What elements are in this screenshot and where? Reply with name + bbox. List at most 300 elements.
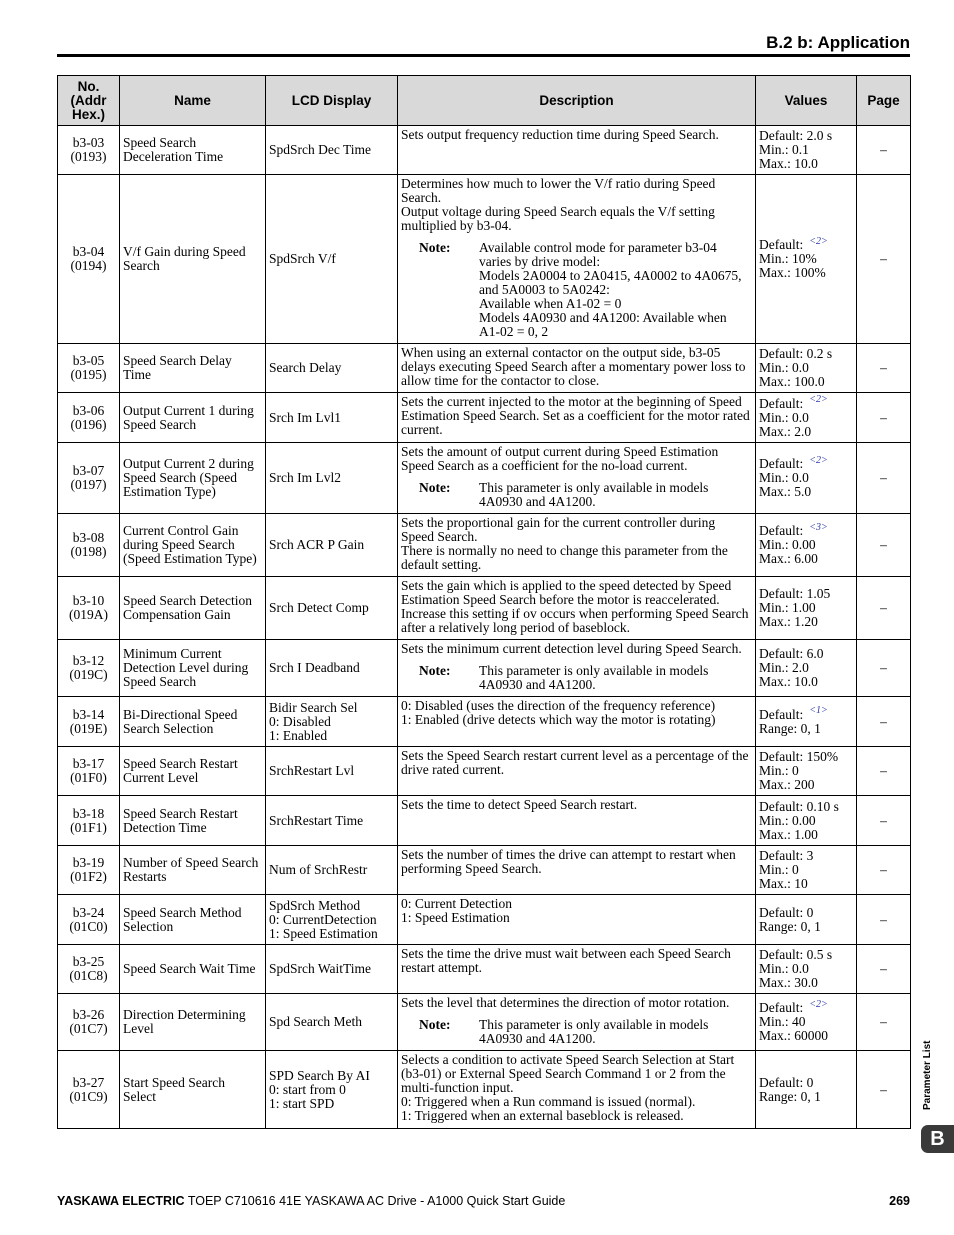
lcd-display-line: SpdSrch Method: [269, 897, 361, 913]
value-text: Min.: 0.0: [759, 409, 809, 425]
values-cell: [756, 577, 857, 640]
description-line: drive rated current.: [401, 762, 505, 777]
note-text: [479, 664, 752, 692]
description-cell: [398, 1051, 756, 1129]
side-tab-label: Parameter List: [922, 1040, 933, 1110]
description-cell: [398, 514, 756, 577]
table-row: [58, 697, 911, 747]
value-line: [759, 948, 853, 962]
lcd-display-cell: [266, 393, 398, 443]
value-text: Min.: 0.0: [759, 470, 809, 485]
value-text: Default: 0: [759, 1074, 814, 1090]
description-line: (b3-01) or External Speed Search Command 1 or 2 from the: [401, 1066, 726, 1081]
value-text: Default: 0.2 s: [759, 346, 833, 361]
description-line: Sets the time the drive must wait between each Speed Search: [401, 946, 731, 961]
description-cell: [398, 895, 756, 945]
side-tab-letter: B: [921, 1125, 954, 1153]
lcd-display-line: 0: Disabled: [269, 713, 331, 729]
param-number-cell: [58, 895, 120, 945]
page-cell: –: [857, 747, 911, 796]
lcd-display-line: SpdSrch V/f: [269, 251, 336, 266]
lcd-display-line: Bidir Search Sel: [269, 699, 358, 715]
column-header: Values: [756, 76, 857, 126]
table-row: [58, 393, 911, 443]
description-line: default setting.: [401, 557, 482, 572]
footer-left: [57, 1194, 565, 1208]
description-line: Sets the number of times the drive can attempt to restart when: [401, 847, 736, 862]
param-name-line: Speed Search Restart: [123, 756, 238, 771]
param-number-cell: [58, 577, 120, 640]
param-name-line: Estimation Type): [123, 484, 216, 499]
param-name-line: Speed Search: [123, 674, 197, 689]
lcd-display-line: Srch Detect Comp: [269, 600, 369, 615]
param-name-line: Search Selection: [123, 720, 214, 736]
value-line: [759, 615, 853, 629]
note-line: varies by drive model:: [479, 254, 601, 269]
description-line: Sets the gain which is applied to the speed detected by Speed: [401, 578, 732, 593]
top-rule: [57, 54, 910, 57]
page-cell: –: [857, 640, 911, 697]
value-text: Min.: 0.0: [759, 961, 809, 976]
value-line: [759, 998, 853, 1015]
note-label: Note:: [419, 240, 451, 255]
value-line: [759, 661, 853, 675]
description-line: Sets the amount of output current during Speed Estimation: [401, 444, 719, 459]
param-name-line: Speed Search Delay: [123, 353, 232, 368]
param-name-cell: [120, 175, 266, 344]
lcd-display-cell: [266, 1051, 398, 1129]
values-cell: [756, 640, 857, 697]
note-label: Note:: [419, 1017, 451, 1032]
description-cell: [398, 344, 756, 393]
value-text: Range: 0, 1: [759, 1088, 821, 1104]
param-number: b3-18: [72, 805, 105, 821]
description-line: Speed Search.: [401, 529, 478, 544]
param-address: (0198): [70, 544, 107, 559]
param-name-cell: [120, 640, 266, 697]
value-line: [759, 764, 853, 778]
lcd-display-line: SPD Search By AI: [269, 1067, 370, 1083]
description-cell: [398, 393, 756, 443]
value-line: [759, 252, 853, 266]
description-line: Sets the Speed Search restart current level as a percentage of the: [401, 748, 749, 763]
param-name-cell: [120, 796, 266, 846]
description-line: Estimation Speed Search. Set as a coefficient for the motor rated: [401, 408, 750, 423]
param-name-cell: [120, 344, 266, 393]
column-header: Page: [857, 76, 911, 126]
lcd-display-line: 0: CurrentDetection: [269, 911, 377, 927]
param-number-cell: [58, 393, 120, 443]
param-name-cell: [120, 895, 266, 945]
value-line: [759, 750, 853, 764]
param-address: (0196): [70, 416, 107, 432]
values-cell: [756, 895, 857, 945]
value-line: [759, 143, 853, 157]
table-row: [58, 846, 911, 895]
description-line: allow time for the contactor to close.: [401, 373, 600, 388]
value-line: [759, 828, 853, 842]
lcd-display-line: 1: Speed Estimation: [269, 925, 378, 941]
value-line: [759, 778, 853, 792]
param-address: (01C8): [69, 968, 108, 983]
param-number-cell: [58, 697, 120, 747]
param-name-cell: [120, 126, 266, 175]
param-number: b3-04: [72, 244, 105, 259]
value-line: [759, 157, 853, 171]
column-header: Name: [120, 76, 266, 126]
value-line: [759, 471, 853, 485]
param-address: (01F2): [70, 869, 107, 884]
param-name-line: Speed Search Detection: [123, 593, 252, 608]
table-row: [58, 577, 911, 640]
value-line: [759, 800, 853, 814]
value-text: Default:: [759, 1000, 804, 1015]
page-cell: –: [857, 175, 911, 344]
param-name-line: Speed Search Method: [123, 904, 242, 920]
param-name-line: Detection Level during: [123, 660, 249, 675]
value-line: [759, 552, 853, 566]
param-address: (019A): [69, 607, 108, 622]
lcd-display-line: SpdSrch Dec Time: [269, 142, 372, 157]
value-text: Range: 0, 1: [759, 720, 821, 736]
param-name-cell: [120, 747, 266, 796]
param-number-cell: [58, 1051, 120, 1129]
param-name-line: Restarts: [123, 869, 167, 884]
values-cell: [756, 945, 857, 994]
description-line: 0: Disabled (uses the direction of the frequency reference): [401, 698, 716, 713]
note-line: This parameter is only available in models: [479, 663, 709, 678]
description-line: Estimation Speed Search before the motor is reaccelerated.: [401, 592, 720, 607]
value-text: Default: 0: [759, 904, 814, 920]
value-line: [759, 587, 853, 601]
value-text: Default: 6.0: [759, 646, 824, 661]
description-line: Determines how much to lower the V/f ratio during Speed: [401, 176, 716, 191]
param-address: (0193): [70, 149, 107, 164]
param-name-line: Output Current 1 during: [123, 402, 254, 418]
value-line: [759, 266, 853, 280]
note-text: [479, 481, 752, 509]
table-row: [58, 796, 911, 846]
description-cell: [398, 126, 756, 175]
note-block: [401, 241, 752, 339]
value-text: Default: 3: [759, 848, 814, 863]
values-cell: [756, 747, 857, 796]
description-line: performing Speed Search.: [401, 861, 542, 876]
param-name-line: Current Level: [123, 770, 199, 785]
param-name-line: Minimum Current: [123, 646, 222, 661]
description-cell: [398, 697, 756, 747]
value-line: [759, 1090, 853, 1104]
description-line: 0: Current Detection: [401, 896, 512, 911]
values-cell: [756, 1051, 857, 1129]
description-cell: [398, 175, 756, 344]
value-text: Max.: 2.0: [759, 423, 812, 439]
param-number-cell: [58, 514, 120, 577]
lcd-display-cell: [266, 945, 398, 994]
param-name-line: Level: [123, 1021, 154, 1036]
param-name-line: Speed Search: [123, 135, 197, 150]
param-address: (01C9): [69, 1088, 108, 1104]
param-number-cell: [58, 126, 120, 175]
param-name-cell: [120, 1051, 266, 1129]
value-line: [759, 705, 853, 722]
value-text: Min.: 40: [759, 1014, 806, 1029]
description-cell: [398, 945, 756, 994]
value-line: [759, 235, 853, 252]
page-cell: –: [857, 994, 911, 1051]
description-line: Search.: [401, 190, 442, 205]
column-header: No. (Addr Hex.): [58, 76, 120, 126]
value-line: [759, 1076, 853, 1090]
values-cell: [756, 514, 857, 577]
param-address: (0197): [70, 477, 107, 492]
param-name-line: Search: [123, 258, 160, 273]
value-line: [759, 906, 853, 920]
page-cell: –: [857, 1051, 911, 1129]
table-header-row: [58, 76, 911, 126]
description-line: Sets the time to detect Speed Search restart.: [401, 797, 638, 812]
param-name-line: Time: [123, 367, 152, 382]
description-cell: [398, 994, 756, 1051]
page-cell: –: [857, 577, 911, 640]
description-line: 1: Speed Estimation: [401, 910, 510, 925]
value-text: Default: 0.10 s: [759, 798, 839, 814]
values-cell: [756, 846, 857, 895]
page-cell: –: [857, 697, 911, 747]
value-line: [759, 962, 853, 976]
value-line: [759, 647, 853, 661]
table-body: [58, 126, 911, 1129]
value-text: Max.: 200: [759, 777, 815, 792]
param-name-line: Select: [123, 1088, 156, 1104]
lcd-display-line: SrchRestart Lvl: [269, 763, 355, 778]
value-line: [759, 375, 853, 389]
value-text: Default: 1.05: [759, 586, 831, 601]
page-cell: –: [857, 126, 911, 175]
description-line: Output voltage during Speed Search equals the V/f setting: [401, 204, 715, 219]
reference-marker: <2>: [809, 454, 828, 466]
note-line: This parameter is only available in models: [479, 1017, 709, 1032]
value-text: Default: 0.5 s: [759, 947, 833, 962]
note-line: Available control mode for parameter b3-04: [479, 240, 717, 255]
param-name-line: Start Speed Search: [123, 1074, 225, 1090]
value-line: [759, 1015, 853, 1029]
description-line: 0: Triggered when a Run command is issued (normal).: [401, 1094, 696, 1109]
description-line: Sets the level that determines the direction of motor rotation.: [401, 995, 730, 1010]
param-name-line: Speed Search: [123, 416, 197, 432]
lcd-display-line: Srch ACR P Gain: [269, 537, 365, 552]
value-text: Max.: 10.0: [759, 156, 818, 171]
param-name-line: Detection Time: [123, 819, 207, 835]
lcd-display-line: 1: Enabled: [269, 727, 328, 743]
note-line: and 5A0003 to 5A0242:: [479, 282, 610, 297]
lcd-display-cell: [266, 443, 398, 514]
description-cell: [398, 796, 756, 846]
param-number: b3-08: [72, 530, 105, 545]
value-text: Default:: [759, 706, 804, 722]
page-cell: –: [857, 443, 911, 514]
value-line: [759, 361, 853, 375]
lcd-display-cell: [266, 747, 398, 796]
section-title: B.2 b: Application: [766, 33, 910, 52]
table-row: [58, 895, 911, 945]
note-block: [401, 1018, 752, 1046]
table-row: [58, 514, 911, 577]
param-address: (01F0): [70, 770, 107, 785]
value-line: [759, 849, 853, 863]
value-line: [759, 394, 853, 411]
lcd-display-cell: [266, 514, 398, 577]
param-number: b3-14: [72, 706, 105, 722]
param-name-cell: [120, 846, 266, 895]
param-name-cell: [120, 994, 266, 1051]
param-number: b3-17: [72, 756, 105, 771]
param-address: (01C0): [69, 918, 108, 934]
param-number: b3-12: [72, 653, 105, 668]
lcd-display-line: Search Delay: [269, 360, 342, 375]
param-number-cell: [58, 640, 120, 697]
lcd-display-line: Spd Search Meth: [269, 1014, 362, 1029]
param-name-line: Direction Determining: [123, 1007, 246, 1022]
param-number: b3-07: [72, 463, 105, 478]
value-text: Max.: 10.0: [759, 674, 818, 689]
page-cell: –: [857, 393, 911, 443]
value-line: [759, 920, 853, 934]
param-name-line: Selection: [123, 918, 174, 934]
param-number: b3-19: [72, 855, 105, 870]
table-row: [58, 126, 911, 175]
param-number: b3-05: [72, 353, 105, 368]
value-line: [759, 601, 853, 615]
table-row: [58, 994, 911, 1051]
lcd-display-cell: [266, 344, 398, 393]
param-name-cell: [120, 697, 266, 747]
description-line: When using an external contactor on the output side, b3-05: [401, 345, 721, 360]
value-text: Min.: 0.0: [759, 360, 809, 375]
table-row: [58, 344, 911, 393]
description-cell: [398, 747, 756, 796]
param-name-cell: [120, 577, 266, 640]
table-row: [58, 1051, 911, 1129]
values-cell: [756, 175, 857, 344]
reference-marker: <3>: [809, 521, 828, 533]
description-line: There is normally no need to change this parameter from the: [401, 543, 728, 558]
description-line: after a relatively long period of baseblock.: [401, 620, 631, 635]
param-number-cell: [58, 994, 120, 1051]
lcd-display-cell: [266, 175, 398, 344]
value-line: [759, 454, 853, 471]
param-name-line: Speed Search Restart: [123, 805, 238, 821]
table-row: [58, 443, 911, 514]
value-text: Min.: 0.00: [759, 537, 816, 552]
description-line: Sets output frequency reduction time during Speed Search.: [401, 127, 719, 142]
page-cell: –: [857, 344, 911, 393]
note-block: [401, 664, 752, 692]
param-name-line: (Speed Estimation Type): [123, 551, 257, 566]
reference-marker: <2>: [809, 998, 828, 1010]
value-text: Min.: 10%: [759, 251, 817, 266]
value-text: Max.: 1.20: [759, 614, 818, 629]
description-line: current.: [401, 422, 443, 437]
description-line: Sets the minimum current detection level during Speed Search.: [401, 641, 742, 656]
lcd-display-line: 0: start from 0: [269, 1081, 346, 1097]
value-line: [759, 347, 853, 361]
value-text: Min.: 0.1: [759, 142, 809, 157]
reference-marker: <1>: [809, 705, 828, 716]
description-line: delays executing Speed Search after a momentary power loss to: [401, 359, 746, 374]
table-row: [58, 640, 911, 697]
table-row: [58, 747, 911, 796]
note-line: 4A0930 and 4A1200.: [479, 1031, 596, 1046]
param-number-cell: [58, 344, 120, 393]
footer-doc: TOEP C710616 41E YASKAWA AC Drive - A1000 Quick Start Guide: [184, 1194, 566, 1208]
values-cell: [756, 443, 857, 514]
param-name-line: Deceleration Time: [123, 149, 224, 164]
value-text: Default:: [759, 523, 804, 538]
value-line: [759, 521, 853, 538]
param-name-line: Speed Search (Speed: [123, 470, 237, 485]
value-text: Max.: 100%: [759, 265, 826, 280]
param-number-cell: [58, 945, 120, 994]
values-cell: [756, 344, 857, 393]
parameter-table: [57, 75, 911, 1129]
lcd-display-line: SrchRestart Time: [269, 812, 364, 828]
values-cell: [756, 796, 857, 846]
page-number: 269: [889, 1194, 910, 1208]
param-number-cell: [58, 175, 120, 344]
table-row: [58, 945, 911, 994]
param-number: b3-26: [72, 1007, 105, 1022]
value-text: Min.: 2.0: [759, 660, 809, 675]
values-cell: [756, 697, 857, 747]
value-text: Min.: 0: [759, 862, 799, 877]
value-line: [759, 1029, 853, 1043]
lcd-display-cell: [266, 126, 398, 175]
page-cell: –: [857, 895, 911, 945]
param-number: b3-03: [72, 135, 105, 150]
note-block: [401, 481, 752, 509]
note-label: Note:: [419, 663, 451, 678]
note-line: 4A0930 and 4A1200.: [479, 677, 596, 692]
values-cell: [756, 393, 857, 443]
description-line: Sets the current injected to the motor at the beginning of Speed: [401, 394, 742, 409]
reference-marker: <2>: [809, 235, 828, 247]
param-name-line: Compensation Gain: [123, 607, 231, 622]
value-line: [759, 538, 853, 552]
param-number-cell: [58, 846, 120, 895]
value-line: [759, 863, 853, 877]
param-name-line: Bi-Directional Speed: [123, 706, 238, 722]
param-number: b3-27: [72, 1074, 105, 1090]
note-line: This parameter is only available in models: [479, 480, 709, 495]
value-text: Default: 2.0 s: [759, 128, 833, 143]
lcd-display-cell: [266, 846, 398, 895]
value-text: Default:: [759, 456, 804, 471]
value-text: Max.: 30.0: [759, 975, 818, 990]
value-text: Max.: 1.00: [759, 826, 818, 842]
page-cell: –: [857, 846, 911, 895]
description-line: multi-function input.: [401, 1080, 514, 1095]
param-number: b3-24: [72, 904, 105, 920]
value-line: [759, 976, 853, 990]
lcd-display-cell: [266, 640, 398, 697]
note-line: Available when A1-02 = 0: [479, 296, 622, 311]
value-text: Max.: 10: [759, 876, 808, 891]
value-text: Min.: 0.00: [759, 812, 816, 828]
param-address: (0195): [70, 367, 107, 382]
param-number-cell: [58, 796, 120, 846]
page-cell: –: [857, 514, 911, 577]
